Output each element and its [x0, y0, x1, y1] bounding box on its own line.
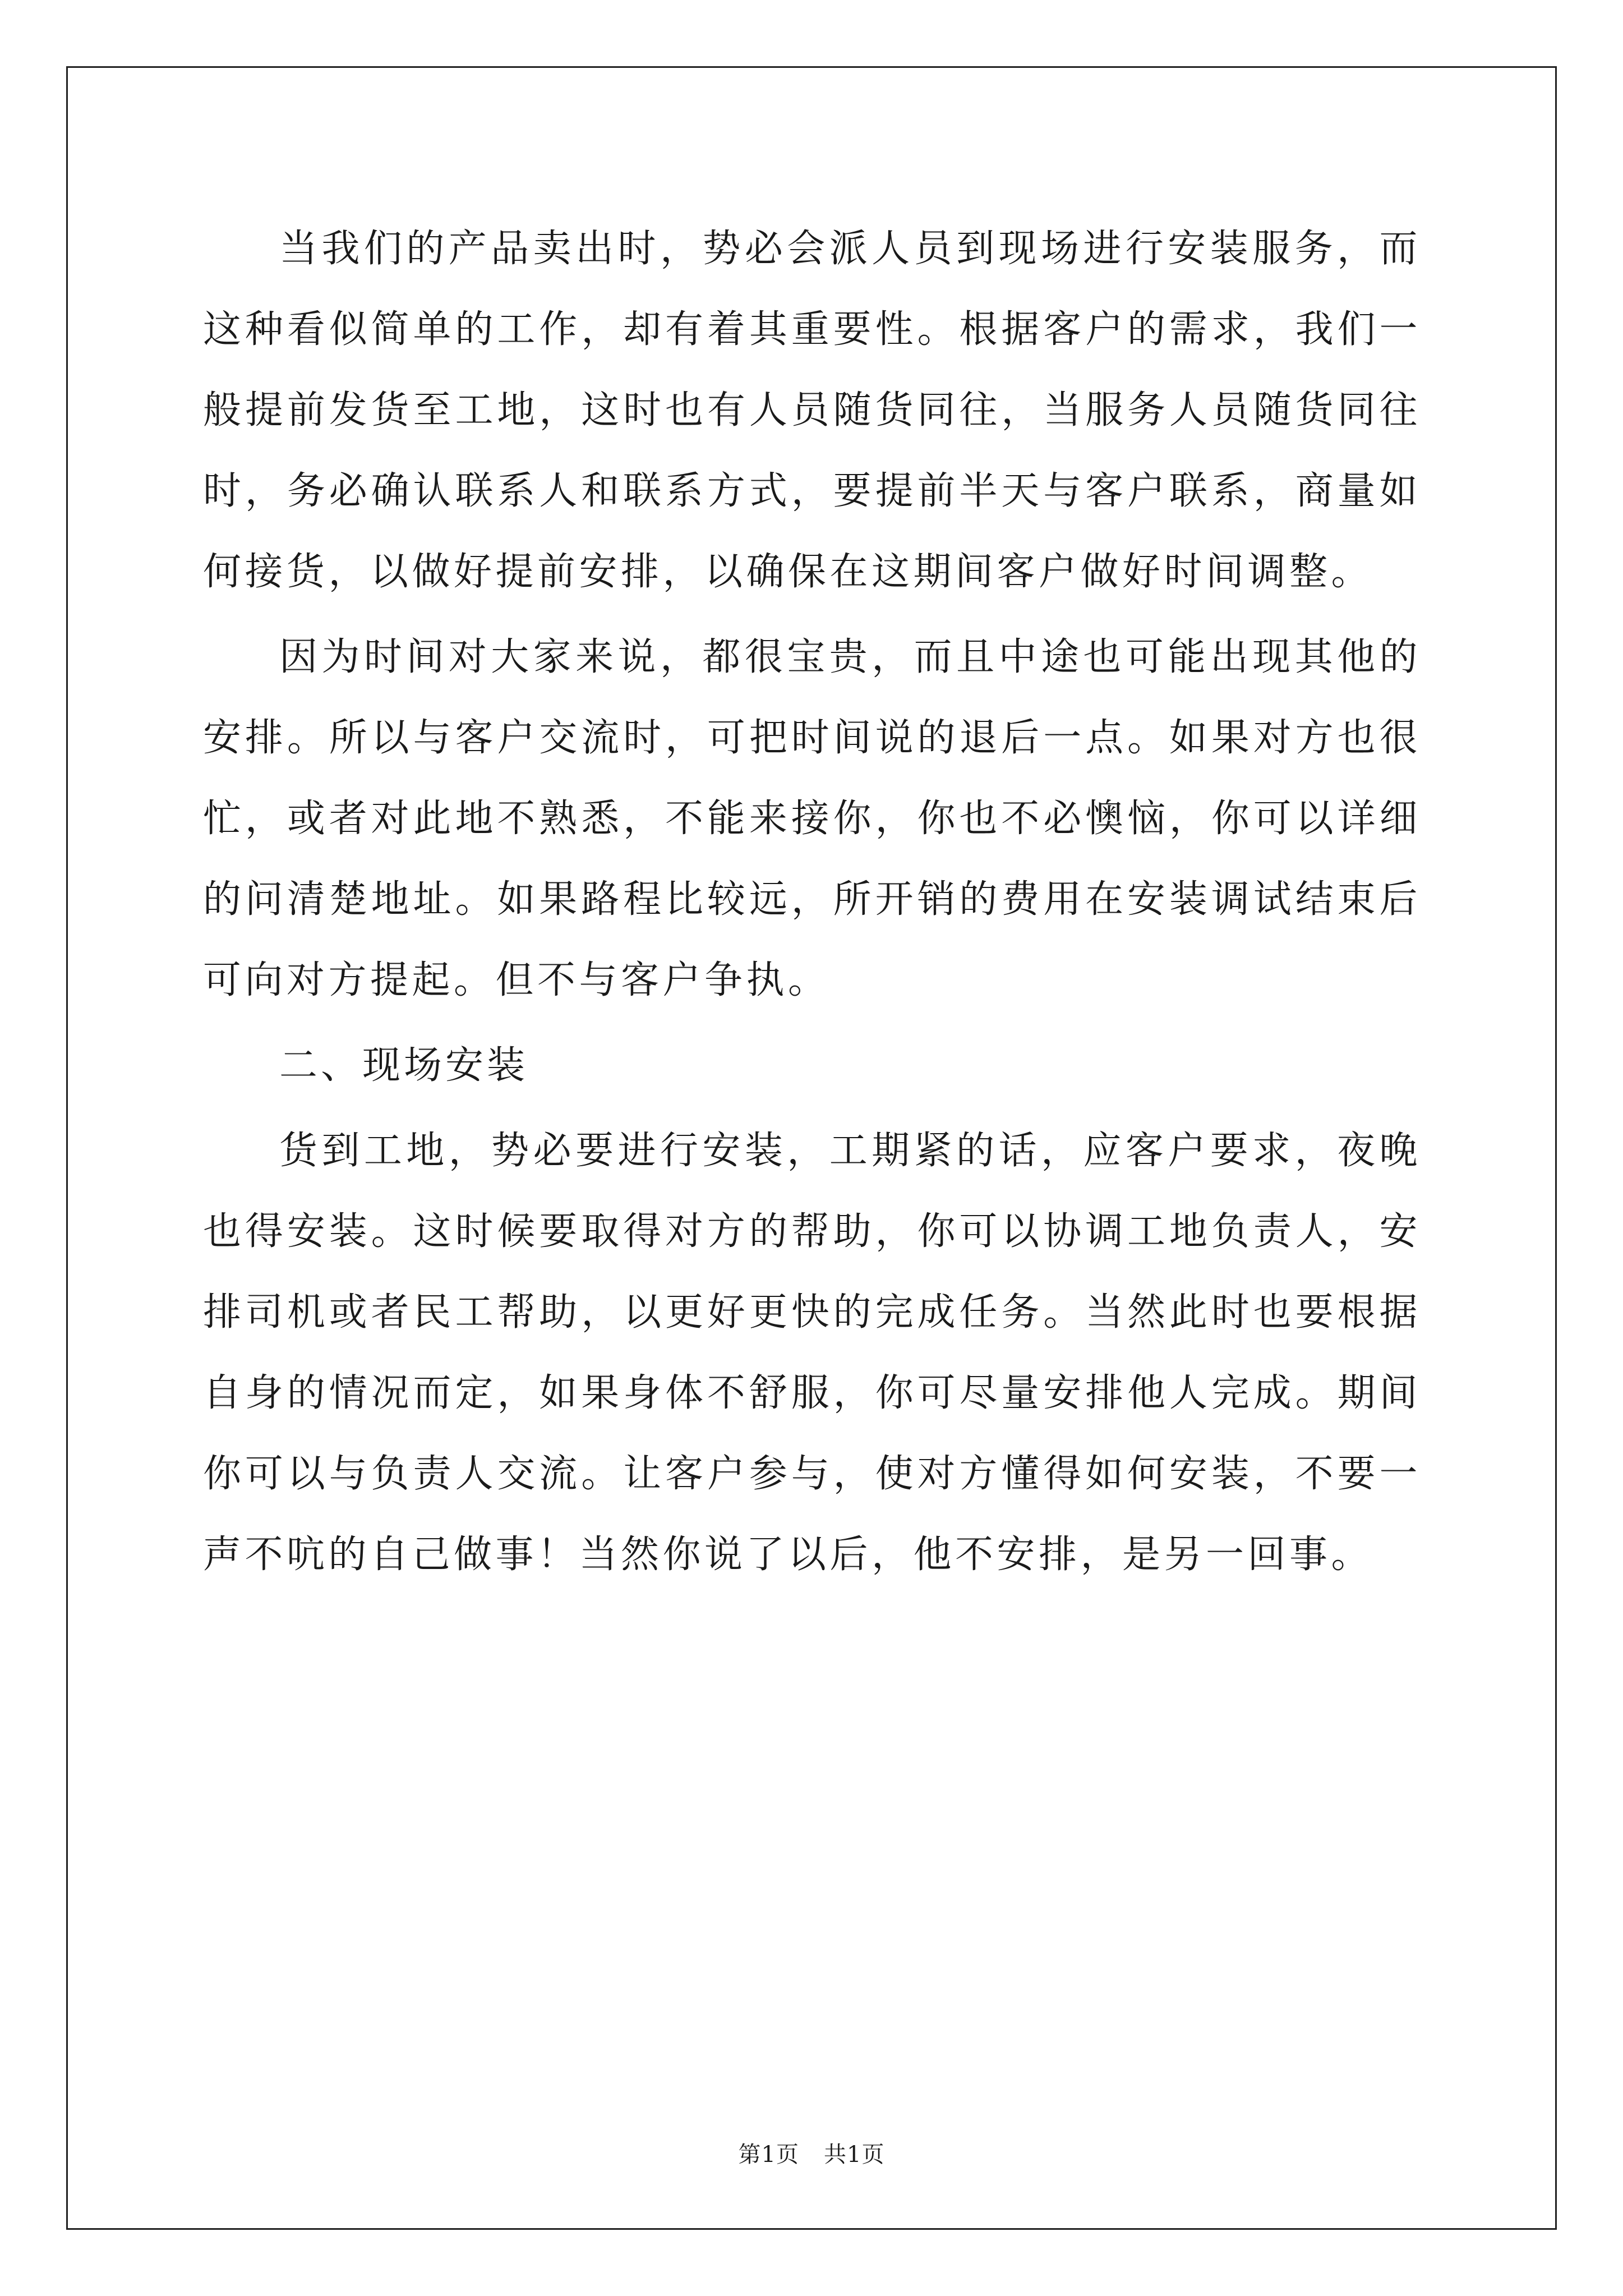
section-heading-onsite-installation: 二、现场安装: [279, 1043, 529, 1088]
paragraph-onsite-installation: 货到工地，势必要进行安装，工期紧的话，应客户要求，夜晚也得安装。这时候要取得对方的帮助，你可以协调工地负责人，安排司机或者民工帮助，以更好更快的完成任务。当然此时也要根据自身的情况而定，如果身体不舒服，你可尽量安排他人完成。期间你可以与负责人交流。让客户参与，使对方懂得如何安装，不要一声不吭的自己做事！当然你说了以后，他不安排，是另一回事。: [203, 1129, 1421, 1577]
document-body: [203, 209, 1421, 1595]
page-footer: [0, 2141, 1623, 2169]
page-number-current: 第1页: [738, 2142, 799, 2168]
page-number-total: 共1页: [824, 2142, 885, 2168]
paragraph-installation-service: 当我们的产品卖出时，势必会派人员到现场进行安装服务，而这种看似简单的工作，却有着其重要性。根据客户的需求，我们一般提前发货至工地，这时也有人员随货同往，当服务人员随货同往时，务必确认联系人和联系方式，要提前半天与客户联系，商量如何接货，以做好提前安排，以确保在这期间客户做好时间调整。: [203, 227, 1421, 594]
paragraph-time-arrangement: 因为时间对大家来说，都很宝贵，而且中途也可能出现其他的安排。所以与客户交流时，可把时间说的退后一点。如果对方也很忙，或者对此地不熟悉，不能来接你，你也不必懊恼，你可以详细的问清楚地址。如果路程比较远，所开销的费用在安装调试结束后可向对方提起。但不与客户争执。: [203, 635, 1421, 1002]
